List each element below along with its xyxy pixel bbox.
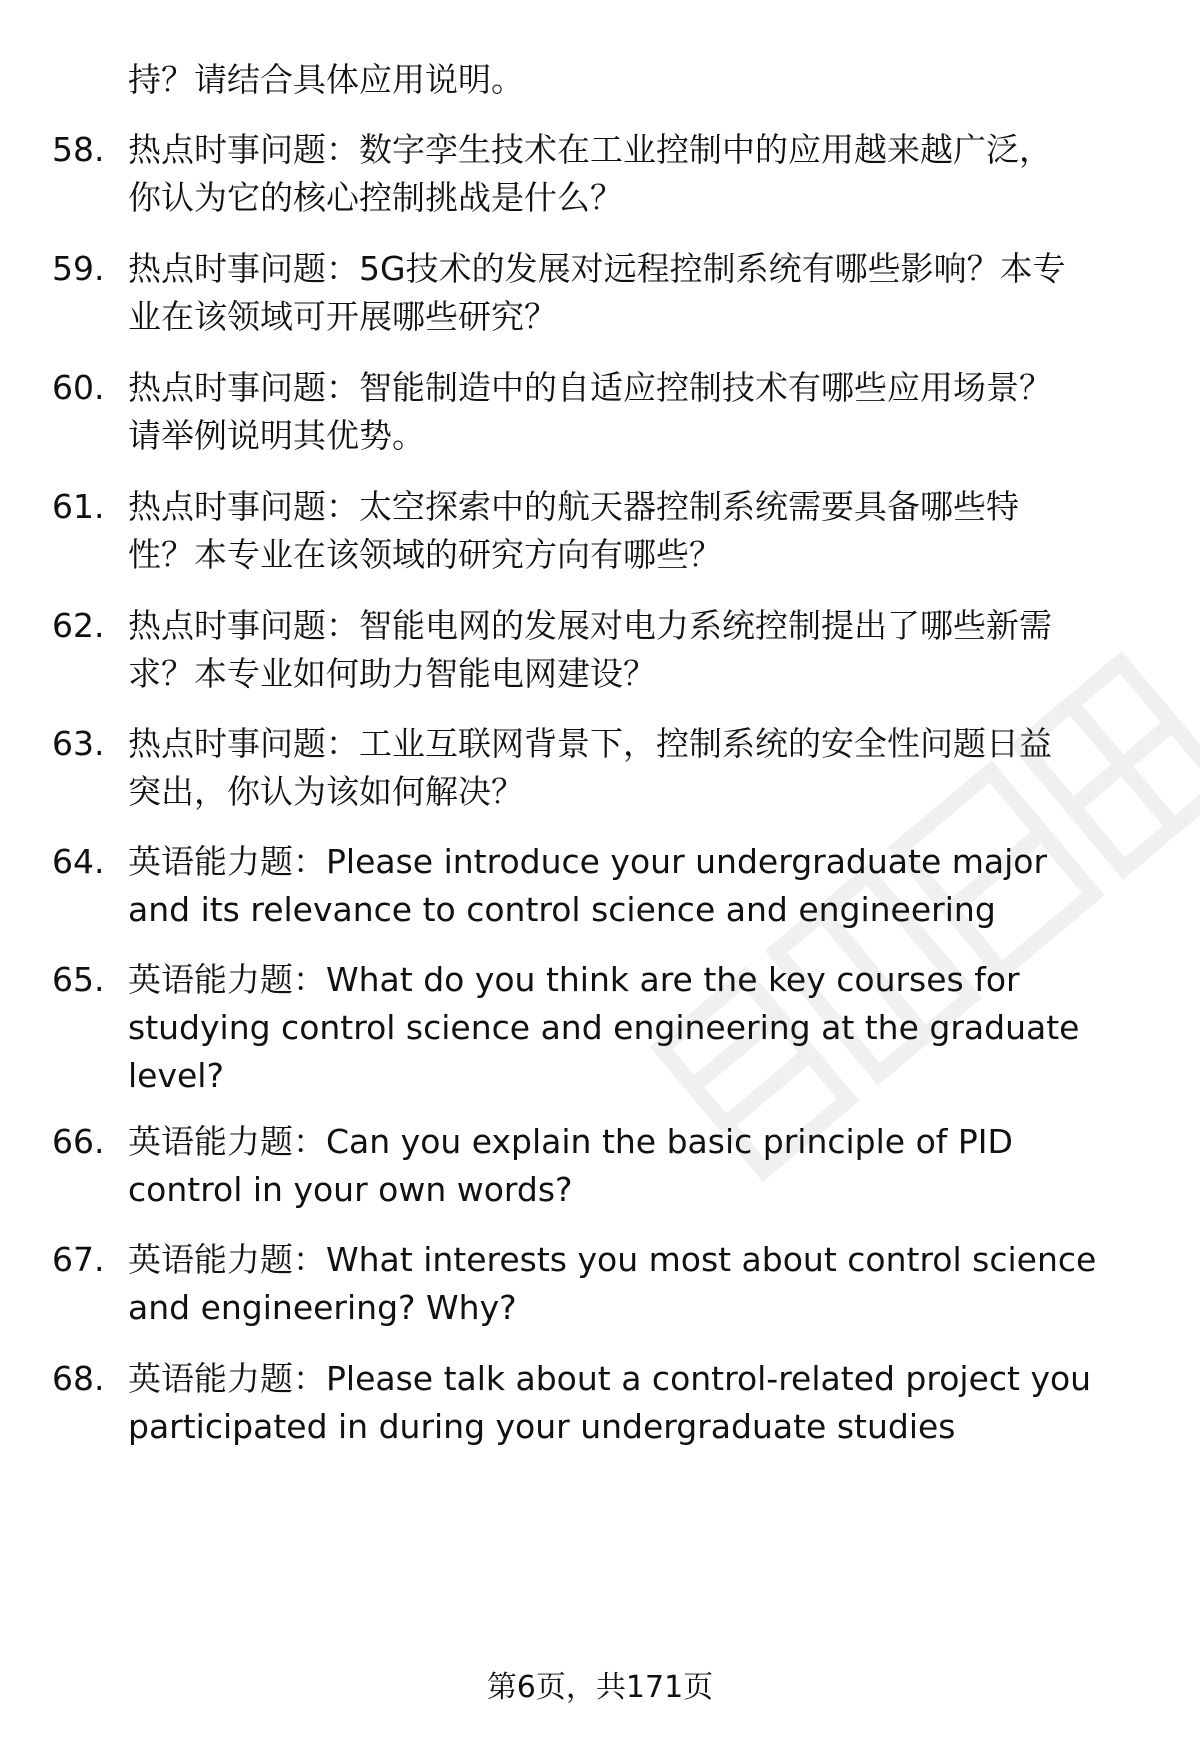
question-number: 65. bbox=[52, 960, 105, 999]
question-58 bbox=[52, 126, 1162, 222]
question-number: 67. bbox=[52, 1240, 105, 1279]
page-footer: 第6页，共171页 bbox=[486, 1670, 714, 1705]
question-number: 66. bbox=[52, 1122, 105, 1161]
question-number: 58. bbox=[52, 130, 105, 169]
question-text: 热点时事问题：工业互联网背景下，控制系统的安全性问题日益 突出，你认为该如何解决？ bbox=[128, 724, 1052, 811]
question-62 bbox=[52, 602, 1162, 698]
question-63 bbox=[52, 720, 1162, 816]
question-65 bbox=[52, 956, 1162, 1100]
question-number: 63. bbox=[52, 724, 105, 763]
question-number: 62. bbox=[52, 606, 105, 645]
question-text: 热点时事问题：5G技术的发展对远程控制系统有哪些影响？本专 业在该领域可开展哪些研究？ bbox=[128, 249, 1066, 336]
question-66 bbox=[52, 1118, 1162, 1214]
question-text: 英语能力题：What do you think are the key courses for studying control science and engineering at the graduate level? bbox=[128, 960, 1080, 1095]
question-text: 热点时事问题：太空探索中的航天器控制系统需要具备哪些特 性？本专业在该领域的研究方向有哪些？ bbox=[128, 487, 1019, 574]
question-60 bbox=[52, 364, 1162, 460]
question-text: 英语能力题：Can you explain the basic principle of PID control in your own words? bbox=[128, 1122, 1013, 1209]
question-number: 68. bbox=[52, 1359, 105, 1398]
question-number: 59. bbox=[52, 249, 105, 288]
question-67 bbox=[52, 1236, 1162, 1332]
question-61 bbox=[52, 483, 1162, 579]
question-number: 64. bbox=[52, 842, 105, 881]
question-59 bbox=[52, 245, 1162, 341]
question-text: 热点时事问题：智能制造中的自适应控制技术有哪些应用场景？ 请举例说明其优势。 bbox=[128, 368, 1052, 455]
question-68 bbox=[52, 1355, 1162, 1451]
question-text: 英语能力题：Please talk about a control-related project you participated in during your undergraduate studies bbox=[128, 1359, 1092, 1446]
continued-question-text: 持？请结合具体应用说明。 bbox=[128, 60, 524, 99]
question-text: 英语能力题：What interests you most about control science and engineering? Why? bbox=[128, 1240, 1097, 1327]
question-text: 热点时事问题：智能电网的发展对电力系统控制提出了哪些新需 求？本专业如何助力智能电网建设？ bbox=[128, 606, 1052, 693]
question-number: 61. bbox=[52, 487, 105, 526]
question-text: 热点时事问题：数字孪生技术在工业控制中的应用越来越广泛， 你认为它的核心控制挑战是什么？ bbox=[128, 130, 1052, 217]
question-number: 60. bbox=[52, 368, 105, 407]
question-text: 英语能力题：Please introduce your undergraduate major and its relevance to control science and engineering bbox=[128, 842, 1048, 929]
question-64 bbox=[52, 838, 1162, 934]
